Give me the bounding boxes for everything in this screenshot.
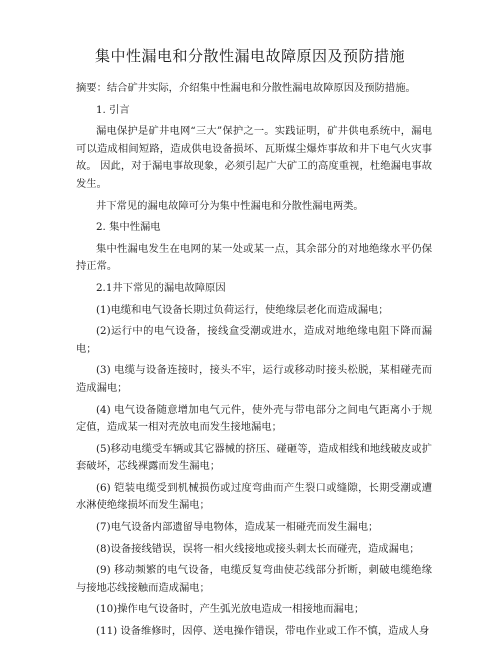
paragraph: (4) 电气设备随意增加电气元件，使外壳与带电部分之间电气距离小于规定值，造成某一相对壳放电而发生接地漏电； <box>76 403 432 434</box>
paragraph: (1)电缆和电气设备长期过负荷运行，使绝缘层老化而造成漏电； <box>96 303 389 316</box>
paragraph: 摘要：结合矿井实际，介绍集中性漏电和分散性漏电故障原因及预防措施。 <box>76 82 416 94</box>
paragraph: 1. 引言 <box>96 103 130 116</box>
document-body <box>76 80 432 645</box>
paragraph: 2.1井下常见的漏电故障原因 <box>96 281 226 294</box>
paragraph: (7)电气设备内部遗留导电物体，造成某一相碰壳而发生漏电； <box>96 521 379 534</box>
paragraph: 漏电保护是矿井电网“三大”保护之一。实践证明，矿井供电系统中，漏电可以造成相间短路，造成供电设备损坏、瓦斯煤尘爆炸事故和井下电气火灾事故。 因此，对于漏电事故现象，必须引起广大矿工的高度重视，杜绝漏电事故发生。 <box>76 125 432 190</box>
paragraph: (6) 铠装电缆受到机械损伤或过度弯曲而产生裂口或缝隙，长期受潮或遭水淋使绝缘损坏而发生漏电； <box>76 481 432 512</box>
paragraph: (10)操作电气设备时，产生弧光放电造成一相接地而漏电； <box>96 603 365 616</box>
paragraph: (3) 电缆与设备连接时，接头不牢，运行或移动时接头松脱，某相碰壳而造成漏电； <box>76 364 432 394</box>
paragraph: (2)运行中的电气设备，接线盒受潮或进水，造成对地绝缘电阻下降而漏电； <box>76 325 432 355</box>
paragraph: 集中性漏电发生在电网的某一处或某一点，其余部分的对地绝缘水平仍保持正常。 <box>76 242 432 273</box>
paragraph: 井下常见的漏电故障可分为集中性漏电和分散性漏电两类。 <box>96 199 364 212</box>
paragraph: (9) 移动频繁的电气设备，电缆反复弯曲使芯线部分折断，刺破电缆绝缘与接地芯线接触而造成漏电； <box>76 564 432 594</box>
paragraph: 2. 集中性漏电 <box>96 221 161 234</box>
paragraph: (5)移动电缆受车辆或其它器械的挤压、碰砸等，造成相线和地线破皮或扩套破坏，芯线裸露而发生漏电； <box>76 442 432 473</box>
paragraph: (11) 设备维修时，因停、送电操作错误，带电作业或工作不慎，造成人身 <box>96 625 430 638</box>
paragraph: (8)设备接线错误，误将一相火线接地或接头刺太长而碰壳，造成漏电； <box>96 542 420 555</box>
document-title: 集中性漏电和分散性漏电故障原因及预防措施 <box>94 47 405 65</box>
